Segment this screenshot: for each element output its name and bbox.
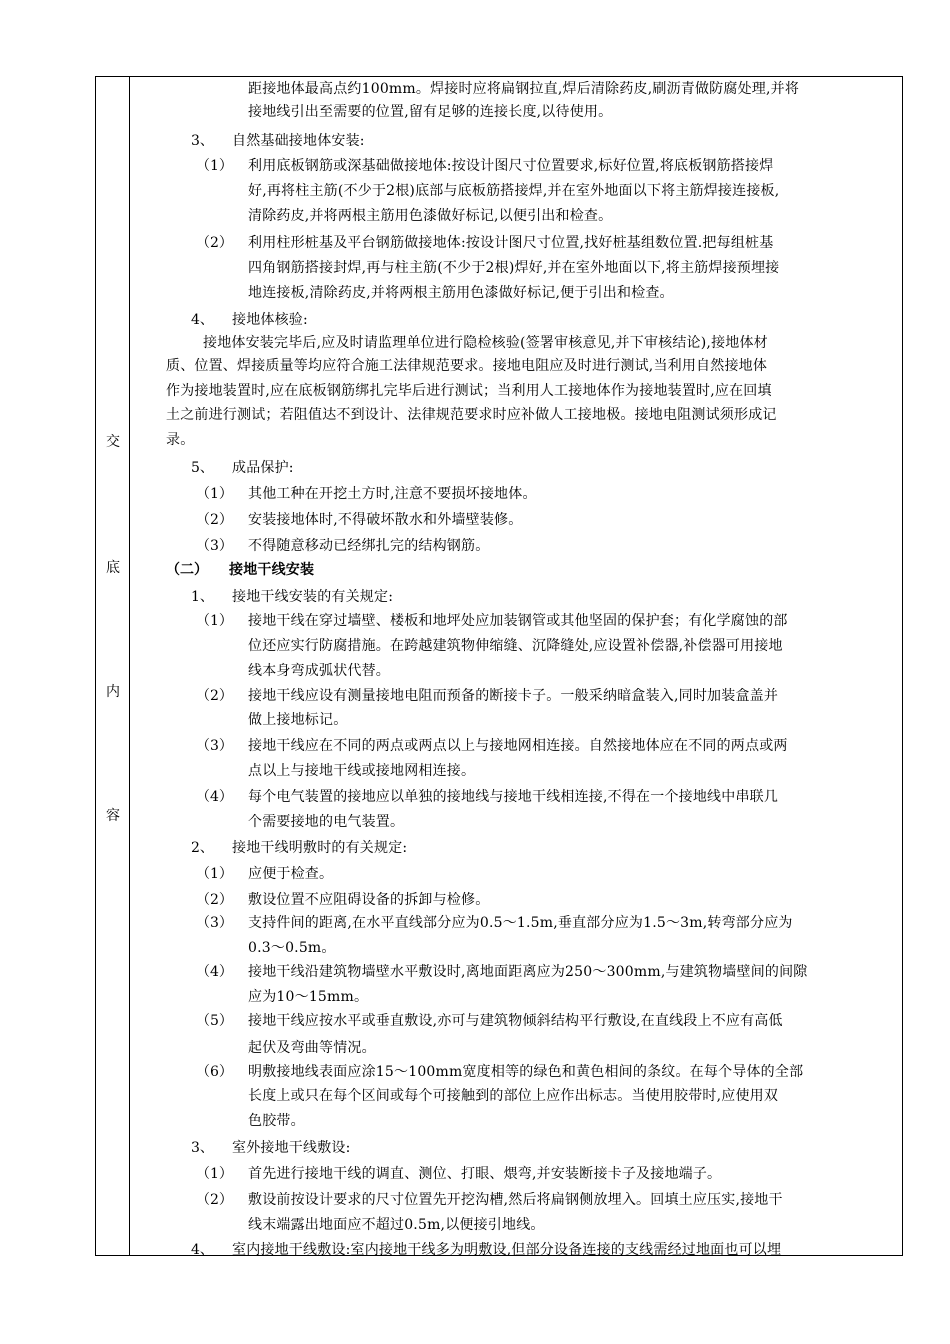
item-marker: （1） <box>196 1166 233 1182</box>
text-line: 接地线引出至需要的位置,留有足够的连接长度,以待使用。 <box>248 104 613 120</box>
label-char: 内 <box>106 684 120 700</box>
text-line: 接地干线应在不同的两点或两点以上与接地网相连接。自然接地体应在不同的两点或两 <box>248 738 788 754</box>
text-line: 敷设前按设计要求的尺寸位置先开挖沟槽,然后将扁钢侧放埋入。回填土应压实,接地干 <box>248 1192 783 1208</box>
text-line: 其他工种在开挖土方时,注意不要损坏接地体。 <box>248 486 537 502</box>
item-marker: 4、 <box>191 312 214 328</box>
text-line: 支持件间的距离,在水平直线部分应为0.5～1.5m,垂直部分应为1.5～3m,转弯部分应为 <box>248 915 793 931</box>
item-marker: （4） <box>196 964 233 980</box>
item-marker: （1） <box>196 613 233 629</box>
text-line: 接地干线应设有测量接地电阻而预备的断接卡子。一般采纳暗盒装入,同时加装盒盖并 <box>248 688 779 704</box>
text-line: 接地干线在穿过墙壁、楼板和地坪处应加装钢管或其他坚固的保护套；有化学腐蚀的部 <box>248 613 788 629</box>
item-marker: （二） <box>166 562 208 578</box>
text-line: 线末端露出地面应不超过0.5m,以便接引地线。 <box>248 1217 545 1233</box>
item-marker: 3、 <box>191 133 214 149</box>
item-marker: （2） <box>196 688 233 704</box>
text-line: 0.3～0.5m。 <box>248 940 336 956</box>
item-marker: （1） <box>196 158 233 174</box>
section-heading: 接地干线安装 <box>229 562 315 578</box>
text-line: 质、位置、焊接质量等均应符合施工法律规范要求。接地电阻应及时进行测试,当利用自然接地体 <box>166 358 768 374</box>
text-line: 清除药皮,并将两根主筋用色漆做好标记,以便引出和检查。 <box>248 208 613 224</box>
text-line: 做上接地标记。 <box>248 712 348 728</box>
text-line: 利用柱形桩基及平台钢筋做接地体:按设计图尺寸位置,找好桩基组数位置.把每组桩基 <box>248 235 774 251</box>
text-line: 色胶带。 <box>248 1113 305 1129</box>
text-line: 利用底板钢筋或深基础做接地体:按设计图尺寸位置要求,标好位置,将底板钢筋搭接焊 <box>248 158 774 174</box>
text-line: 位还应实行防腐措施。在跨越建筑物伸缩缝、沉降缝处,应设置补偿器,补偿器可用接地 <box>248 638 783 654</box>
text-line: 首先进行接地干线的调直、测位、打眼、煨弯,并安装断接卡子及接地端子。 <box>248 1166 722 1182</box>
label-char: 交 <box>106 434 120 450</box>
text-line: 作为接地装置时,应在底板钢筋绑扎完毕后进行测试；当利用人工接地体作为接地装置时,应在回填 <box>166 383 772 399</box>
text-line: 每个电气装置的接地应以单独的接地线与接地干线相连接,不得在一个接地线中串联几 <box>248 789 779 805</box>
text-line: 四角钢筋搭接封焊,再与柱主筋(不少于2根)焊好,并在室外地面以下,将主筋焊接预埋接 <box>248 260 780 276</box>
text-line: 接地干线明敷时的有关规定: <box>232 840 408 856</box>
item-marker: （1） <box>196 486 233 502</box>
text-line: 接地干线应按水平或垂直敷设,亦可与建筑物倾斜结构平行敷设,在直线段上不应有高低 <box>248 1013 783 1029</box>
text-line: 室外接地干线敷设: <box>232 1140 351 1156</box>
item-marker: （3） <box>196 538 233 554</box>
text-line: 线本身弯成弧状代替。 <box>248 663 390 679</box>
text-line: 距接地体最高点约100mm。焊接时应将扁钢拉直,焊后清除药皮,刷沥青做防腐处理,并将 <box>248 81 800 97</box>
item-marker: 3、 <box>191 1140 214 1156</box>
item-marker: （3） <box>196 915 233 931</box>
text-line: 接地干线沿建筑物墙壁水平敷设时,离地面距离应为250～300mm,与建筑物墙壁间的间隙 <box>248 964 808 980</box>
text-line: 好,再将柱主筋(不少于2根)底部与底板筋搭接焊,并在室外地面以下将主筋焊接连接板, <box>248 183 780 199</box>
text-line: 应为10～15mm。 <box>248 989 369 1005</box>
item-marker: （1） <box>196 866 233 882</box>
text-line: 敷设位置不应阻碍设备的拆卸与检修。 <box>248 892 490 908</box>
label-char: 底 <box>106 560 120 576</box>
item-marker: （2） <box>196 1192 233 1208</box>
text-line: 成品保护: <box>232 460 294 476</box>
text-line: 录。 <box>166 432 195 448</box>
text-line: 长度上或只在每个区间或每个可接触到的部位上应作出标志。当使用胶带时,应使用双 <box>248 1088 779 1104</box>
text-line: 土之前进行测试；若阻值达不到设计、法律规范要求时应补做人工接地极。接地电阻测试须形成记 <box>166 407 777 423</box>
item-marker: 2、 <box>191 840 214 856</box>
item-marker: （5） <box>196 1013 233 1029</box>
item-marker: （2） <box>196 235 233 251</box>
item-marker: （2） <box>196 892 233 908</box>
item-marker: 4、 <box>191 1242 214 1258</box>
item-marker: （4） <box>196 789 233 805</box>
text-line: 自然基础接地体安装: <box>232 133 365 149</box>
text-line: 室内接地干线敷设:室内接地干线多为明敷设,但部分设备连接的支线需经过地面也可以埋 <box>232 1242 782 1258</box>
text-line: 起伏及弯曲等情况。 <box>248 1040 376 1056</box>
text-line: 安装接地体时,不得破坏散水和外墙壁装修。 <box>248 512 523 528</box>
text-line: 接地干线安装的有关规定: <box>232 589 394 605</box>
item-marker: （3） <box>196 738 233 754</box>
text-line: 地连接板,清除药皮,并将两根主筋用色漆做好标记,便于引出和检查。 <box>248 285 674 301</box>
text-line: 点以上与接地干线或接地网相连接。 <box>248 763 476 779</box>
text-line: 应便于检查。 <box>248 866 334 882</box>
text-line: 个需要接地的电气装置。 <box>248 814 405 830</box>
text-line: 接地体安装完毕后,应及时请监理单位进行隐检核验(签署审核意见,并下审核结论),接地体材 <box>203 335 768 351</box>
item-marker: （2） <box>196 512 233 528</box>
item-marker: （6） <box>196 1064 233 1080</box>
text-line: 明敷接地线表面应涂15～100mm宽度相等的绿色和黄色相间的条纹。在每个导体的全部 <box>248 1064 804 1080</box>
text-line: 接地体核验: <box>232 312 308 328</box>
item-marker: 1、 <box>191 589 214 605</box>
label-char: 容 <box>106 808 120 824</box>
text-line: 不得随意移动已经绑扎完的结构钢筋。 <box>248 538 490 554</box>
item-marker: 5、 <box>191 460 214 476</box>
